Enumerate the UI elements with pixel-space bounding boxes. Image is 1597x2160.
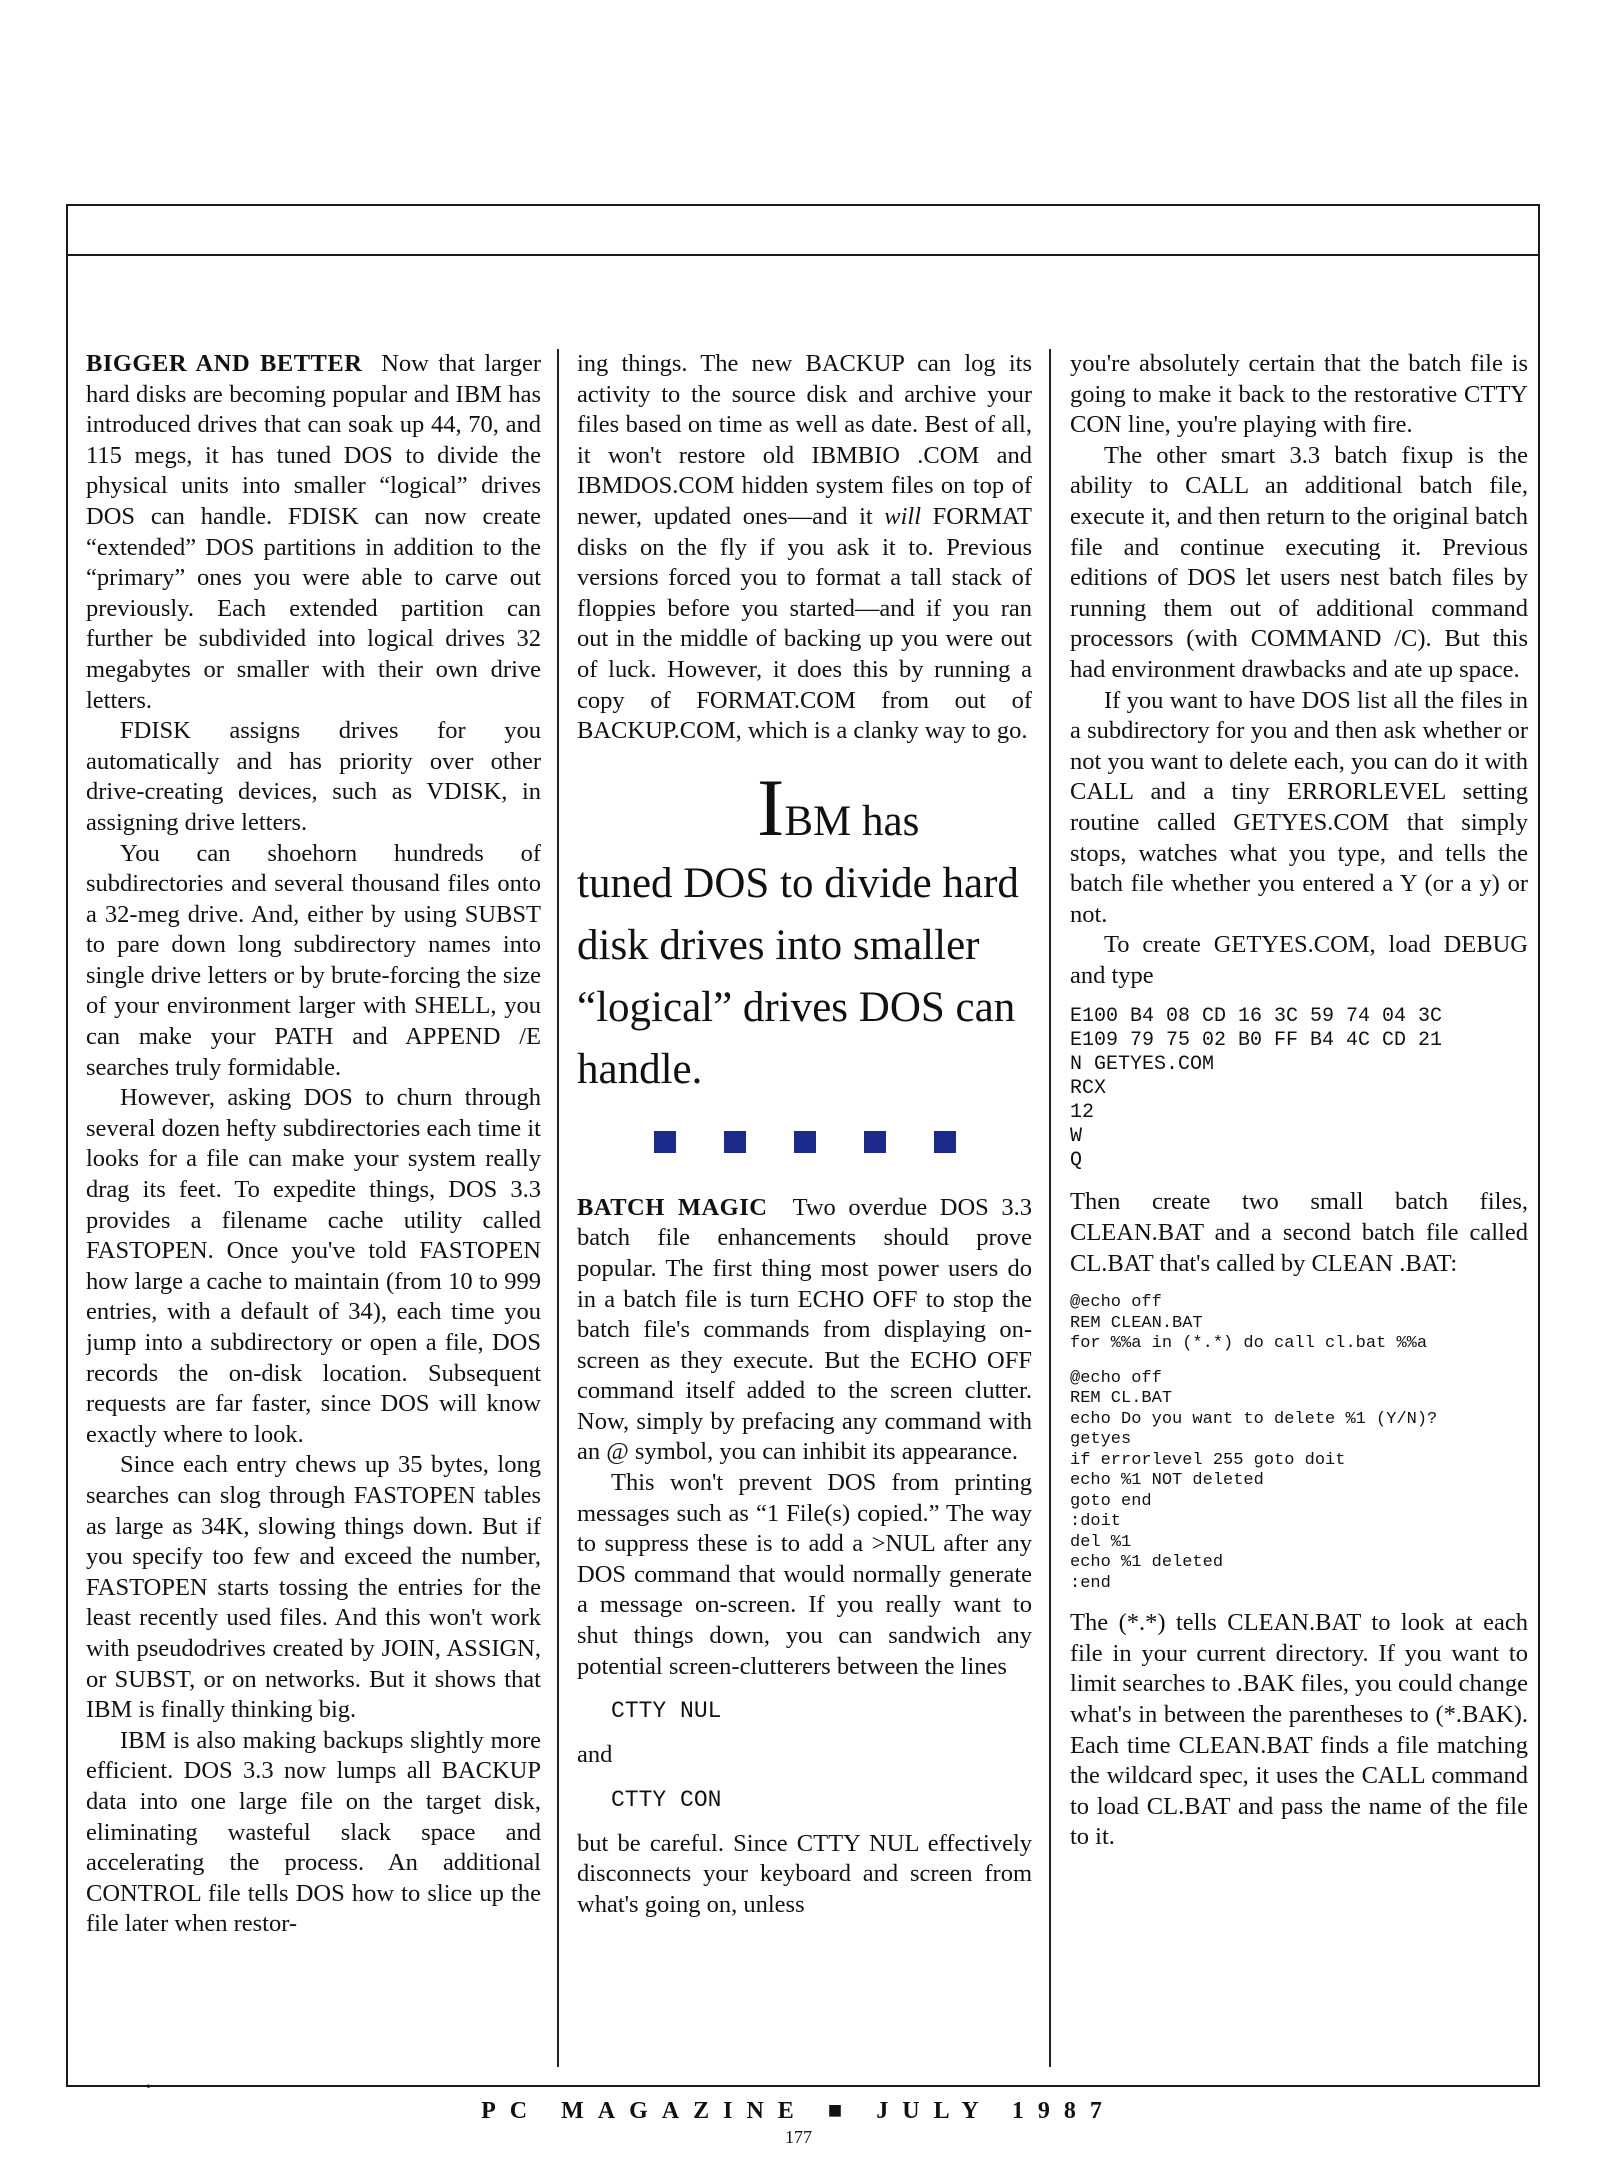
section-heading-bigger-and-better: BIGGER AND BETTER	[86, 350, 363, 377]
column-2	[577, 349, 1032, 2067]
margin-mark: •	[146, 2080, 151, 2095]
paragraph: IBM is also making backups slightly more efficient. DOS 3.3 now lumps all BACKUP data into one large file on the target disk, eliminating wasteful slack space and accelerating the process. An additional CONTROL file tells DOS how to slice up the file later when restor-	[86, 1726, 541, 1938]
footer-line	[0, 2098, 1597, 2125]
pull-quote	[577, 761, 1032, 1101]
paragraph: The other smart 3.3 batch fixup is the ability to CALL an additional batch file, execute it, and then return to the original batch file and continue executing it. Previous editions of DOS let users nest batch files by running them out of additional command processors (with COMMAND /C). But this had environment drawbacks and ate up space.	[1070, 441, 1528, 683]
paragraph: This won't prevent DOS from printing messages such as “1 File(s) copied.” The way to suppress these is to add a >NUL after any DOS command that would normally generate a message on-screen. If you really want to shut things down, you can sandwich any potential screen-clutterers between the lines	[577, 1469, 1032, 1680]
page-footer	[0, 2098, 1597, 2148]
paragraph: BATCH MAGIC Two overdue DOS 3.3 batch file enhancements should prove popular. The first thing most power users do in a batch file is turn ECHO OFF to stop the batch file's commands from displaying on-screen as they execute. But the ECHO OFF command itself added to the screen clutter. Now, simply by prefacing any command with an @ symbol, you can inhibit its appearance.	[577, 1193, 1032, 1466]
pull-quote-drop-cap: I	[757, 761, 785, 853]
code-line: CTTY NUL	[611, 1698, 722, 1725]
column-1	[86, 349, 541, 2067]
section-heading-batch-magic: BATCH MAGIC	[577, 1193, 768, 1221]
emphasis: will	[884, 502, 922, 530]
paragraph-text: Now that larger hard disks are becoming popular and IBM has introduced drives that can soak up 44, 70, and 115 megs, it has tuned DOS to divide the physical units into smaller “logical” drives DOS can handle. FDISK can now create “extended” DOS partitions in addition to the “primary” ones you were able to carve out previously. Each extended partition can further be subdivided into logical drives 32 megabytes or smaller with their own drive letters.	[86, 350, 541, 714]
paragraph: FDISK assigns drives for you automatically and has priority over other drive-creating devices, such as VDISK, in assigning drive letters.	[86, 717, 541, 836]
issue-date: JULY 1987	[876, 2098, 1116, 2124]
code-block-debug: E100 B4 08 CD 16 3C 59 74 04 3C E109 79 75 02 B0 FF B4 4C CD 21 N GETYES.COM RCX 12 W Q	[1070, 1005, 1443, 1173]
paragraph: Then create two small batch files, CLEAN.BAT and a second batch file called CL.BAT that's called by CLEAN .BAT:	[1070, 1188, 1528, 1277]
code-block-clean-bat: @echo off REM CLEAN.BAT for %%a in (*.*) do call cl.bat %%a	[1070, 1293, 1428, 1354]
paragraph: If you want to have DOS list all the files in a subdirectory for you and then ask whether or not you want to delete each, you can do it with CALL and a tiny ERRORLEVEL setting routine called GETYES.COM that simply stops, watches what you type, and tells the batch file whether you entered a Y (or a y) or not.	[1070, 686, 1528, 928]
paragraph: ing things. The new BACKUP can log its activity to the source disk and archive your files based on time as well as date. Best of all, it won't restore old IBMBIO .COM and IBMDOS.COM hidden system files on top of newer, updated ones—and it will FORMAT disks on the fly if you ask it to. Previous versions forced you to format a tall stack of floppies before you started—and if you ran out in the middle of backing up you were out of luck. However, it does this by running a copy of FORMAT.COM from out of BACKUP.COM, which is a clanky way to go.	[577, 350, 1032, 745]
section-divider	[577, 1131, 1032, 1153]
paragraph: The (*.*) tells CLEAN.BAT to look at each file in your current directory. If you want to limit searches to .BAK files, you could change what's in between the parentheses to (*.BAK). Each time CLEAN.BAT finds a file matching the wildcard spec, it uses the CALL command to load CL.BAT and pass the name of the file to it.	[1070, 1609, 1528, 1851]
paragraph: you're absolutely certain that the batch file is going to make it back to the restorative CTTY CON line, you're playing with fire.	[1070, 350, 1528, 439]
publication-name: PC MAGAZINE	[481, 2098, 808, 2124]
code-block-cl-bat: @echo off REM CL.BAT echo Do you want to delete %1 (Y/N)? getyes if errorlevel 255 goto doit echo %1 NOT deleted goto end :doit del %1 echo %1 deleted :end	[1070, 1368, 1438, 1593]
divider-square	[724, 1131, 746, 1153]
divider-square	[934, 1131, 956, 1153]
pull-quote-text: tuned DOS to divide hard disk drives into smaller “logical” drives DOS can handle.	[577, 859, 1019, 1093]
divider-square	[794, 1131, 816, 1153]
code-line: CTTY CON	[611, 1786, 722, 1813]
footer-separator: ■	[827, 2098, 857, 2124]
divider-square	[654, 1131, 676, 1153]
header-band	[68, 206, 1538, 256]
article-frame	[66, 204, 1540, 2087]
paragraph: You can shoehorn hundreds of subdirectories and several thousand files onto a 32-meg drive. And, either by using SUBST to pare down long subdirectory names into single drive letters or by brute-forcing the size of your environment larger with SHELL, you can make your PATH and APPEND /E searches truly formidable.	[86, 839, 541, 1081]
column-rule	[557, 349, 559, 2067]
paragraph: Since each entry chews up 35 bytes, long searches can slog through FASTOPEN tables as large as 34K, slowing things down. But if you specify too few and exceed the number, FASTOPEN starts tossing the entries for the least recently used files. And this won't work with pseudodrives created by JOIN, ASSIGN, or SUBST, or on networks. But it shows that IBM is finally thinking big.	[86, 1451, 541, 1724]
divider-square	[864, 1131, 886, 1153]
paragraph: To create GETYES.COM, load DEBUG and type	[1070, 931, 1528, 989]
pull-quote-first-line: BM has	[784, 797, 920, 845]
column-rule	[1049, 349, 1051, 2067]
paragraph: However, asking DOS to churn through several dozen hefty subdirectories each time it looks for a file can make your system really drag its feet. To expedite things, DOS 3.3 provides a filename cache utility called FASTOPEN. Once you've told FASTOPEN how large a cache to maintain (from 10 to 999 entries, with a default of 34), each time you jump into a subdirectory or open a file, DOS records the on-disk location. Subsequent requests are far faster, since DOS will know exactly where to look.	[86, 1084, 541, 1448]
paragraph: and	[577, 1741, 613, 1769]
page-number: 177	[785, 2127, 812, 2147]
paragraph	[86, 349, 541, 716]
column-3	[1070, 349, 1528, 2067]
paragraph: but be careful. Since CTTY NUL effectively disconnects your keyboard and screen from what's going on, unless	[577, 1829, 1032, 1918]
